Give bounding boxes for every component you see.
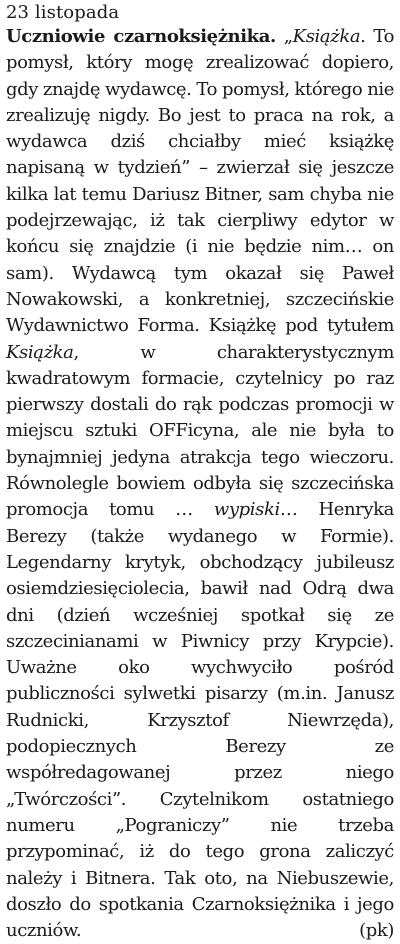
book-title: Książka: [292, 26, 361, 47]
article-text-part-3: , w charakterystycznym kwadratowym formacie, czytelnicy po raz pierwszy dostali do rąk podczas promocji w miejscu sztuki OFFicyna, ale nie była to bynajmniej jedyna atrakcja tego wieczoru. Równolegle bowiem odbyła się szczecińska promocja tomu …: [6, 341, 394, 521]
article-text-part-1: „: [275, 26, 293, 47]
article-text-part-2: . To pomysł, który mogę zrealizować dopiero, gdy znajdę wydawcę. To pomysł, którego nie zrealizuję nigdy. Bo jest to praca na rok, a wydawca dziś chciałby mieć książkę napisaną w tydzień” – zwierzał się jeszcze kilka lat temu Dariusz Bitner, sam chyba nie podejrzewając, iż tak cierpliwy edytor w końcu się znajdzie (i nie będzie nim… on sam). Wydawcą tym okazał się Paweł Nowakowski, a konkretniej, szczecińskie Wydawnictwo Forma. Książkę pod tytułem: [6, 26, 395, 337]
article-headline: Uczniowie czarnoksiężnika.: [6, 26, 276, 47]
article-body: [6, 24, 394, 944]
book-title-second: Książka: [6, 341, 74, 363]
author-signature: (pk): [359, 920, 394, 942]
article-text-part-4: Henryka Berezy (także wydanego w Formie). Legendarny krytyk, obchodzący jubileusz osiemdziesięciolecia, bawił nad Odrą dwa dni (dzień wcześniej spotkał się ze szczecinianami w Piwnicy przy Krypcie). Uważne oko wychwyciło pośród publiczności sylwetki pisarzy (m.in. Janusz Rudnicki, Krzysztof Niewrzęda), podopiecznych Berezy ze współredagowanej przez niego „Twórczości”. Czytelnikom ostatniego numeru „Pograniczy” nie trzeba przypominać, iż do tego grona zaliczyć należy i Bitnera. Tak oto, na Niebuszewie, doszło do spotkania Czarnoksiężnika i jego uczniów.: [6, 499, 394, 942]
entry-date: 23 listopada: [6, 2, 120, 23]
book-title-wypiski: wypiski…: [213, 499, 298, 521]
